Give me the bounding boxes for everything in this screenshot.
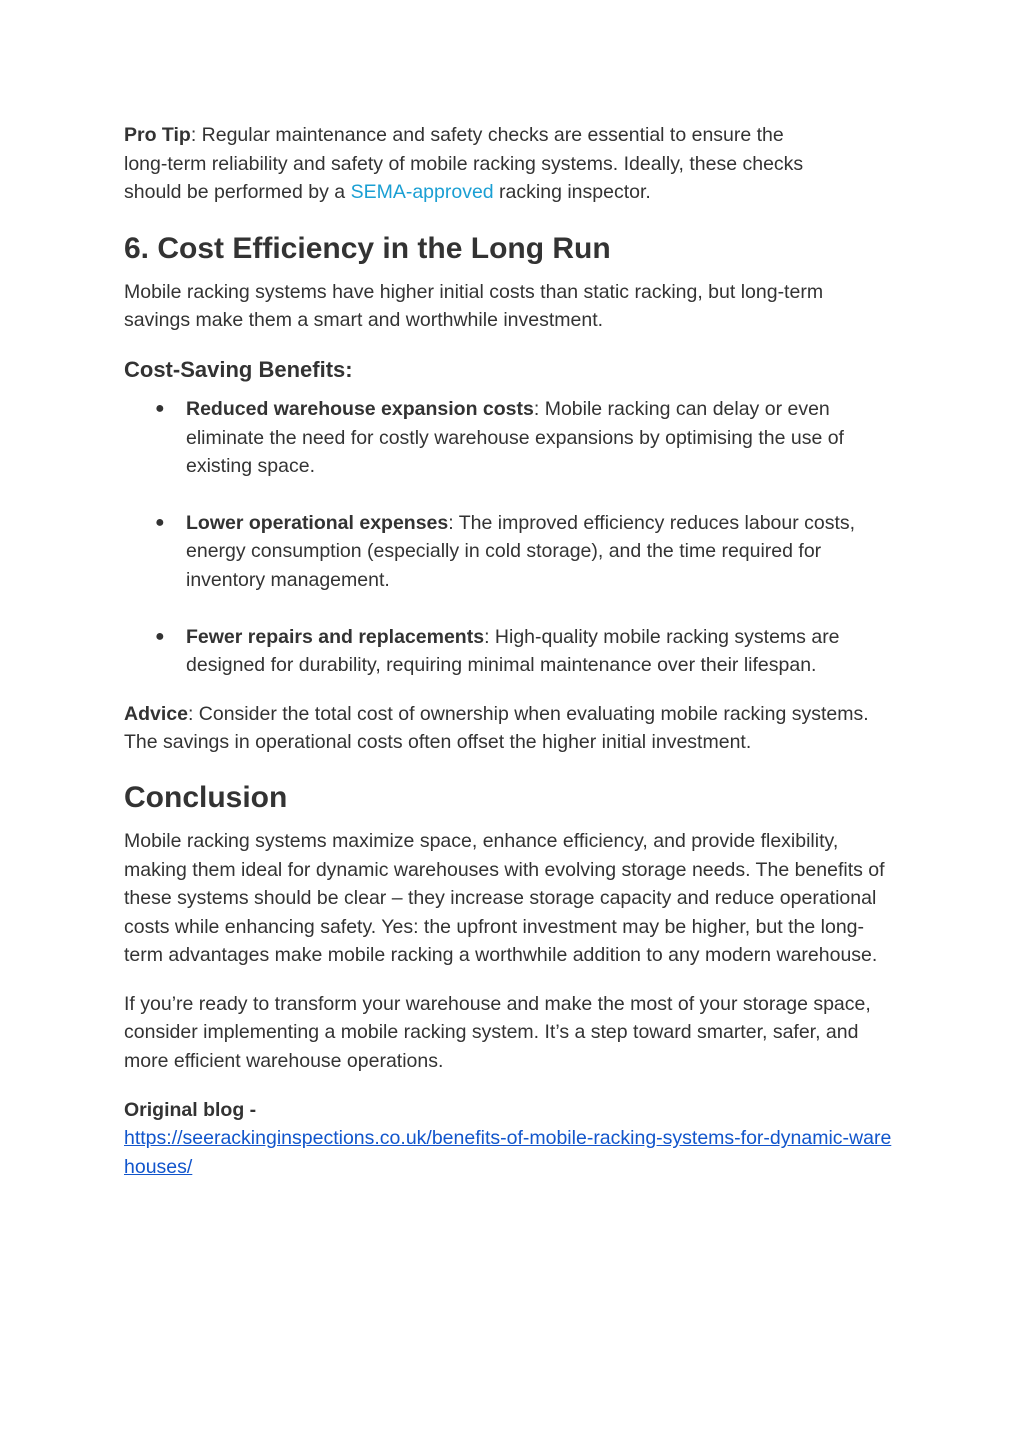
sema-approved-link[interactable]: SEMA-approved (350, 181, 494, 204)
original-blog-link[interactable]: https://seerackinginspections.co.uk/benefits-of-mobile-racking-systems-for-dynamic-warehouses/ (124, 1127, 892, 1178)
cost-saving-benefits-heading: Cost-Saving Benefits: (124, 356, 353, 382)
pro-tip-text: : Regular maintenance and safety checks are essential to ensure the long-term reliability and safety of mobile racking systems. Ideally, these checks should be performed by a (124, 124, 804, 204)
original-blog-label: Original blog - (124, 1098, 257, 1121)
original-blog-paragraph (124, 1096, 900, 1182)
advice-text: : Consider the total cost of ownership when evaluating mobile racking systems. The savings in operational costs often offset the higher initial investment. (124, 702, 869, 754)
list-item-text: : High-quality mobile racking systems are designed for durability, requiring minimal maintenance over their lifespan. (186, 625, 840, 677)
list-item-title: Lower operational expenses (186, 511, 449, 534)
conclusion-paragraph-1: Mobile racking systems maximize space, enhance efficiency, and provide flexibility, making them ideal for dynamic warehouses with evolving storage needs. The benefits of these systems should be clear – they increase storage capacity and reduce operational costs while enhancing safety. Yes: the upfront investment may be higher, but the long-term advantages make mobile racking a worthwhile addition to any modern warehouse. (124, 829, 885, 967)
list-item-text: : Mobile racking can delay or even eliminate the need for costly warehouse expansions by optimising the use of existing space. (186, 397, 844, 478)
pro-tip-label: Pro Tip (124, 124, 191, 146)
bullet-icon: ● (155, 627, 165, 645)
bullet-icon: ● (155, 513, 165, 531)
bullet-icon: ● (155, 399, 165, 417)
list-item (124, 395, 900, 481)
document-page (124, 121, 900, 1181)
conclusion-paragraph-2: If you’re ready to transform your warehouse and make the most of your storage space, consider implementing a mobile racking system. It’s a step toward smarter, safer, and more efficient warehouse operations. (124, 992, 871, 1073)
pro-tip-text-end: racking inspector. (493, 181, 651, 204)
advice-paragraph (124, 700, 900, 757)
list-item (124, 623, 900, 680)
section-6-heading: 6. Cost Efficiency in the Long Run (124, 231, 611, 265)
list-item-text: : The improved efficiency reduces labour costs, energy consumption (especially in cold storage), and the time required for inventory management. (186, 511, 856, 591)
list-item-title: Reduced warehouse expansion costs (186, 397, 534, 420)
pro-tip-paragraph (124, 121, 824, 207)
cost-saving-benefits-list (124, 395, 900, 680)
section-6-intro: Mobile racking systems have higher initial costs than static racking, but long-term savings make them a smart and worthwhile investment. (124, 280, 824, 332)
list-item-title: Fewer repairs and replacements (186, 625, 485, 648)
list-item (124, 509, 900, 595)
conclusion-heading: Conclusion (124, 780, 288, 814)
advice-label: Advice (124, 702, 188, 725)
